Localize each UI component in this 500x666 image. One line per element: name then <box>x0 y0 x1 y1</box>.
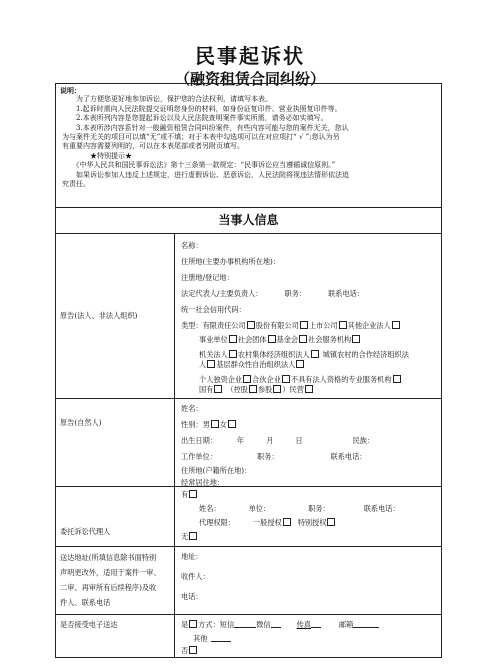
org-name-field[interactable]: 名称： <box>181 241 203 250</box>
type-option: 不具有法人资格的专业服务机构 <box>290 375 392 384</box>
instruction-line: 为了方便您更好地参加诉讼，保护您的合法权利，请填写本表。 <box>62 95 272 104</box>
type-option: 社会服务机构 <box>308 335 352 344</box>
type-option: 城镇农村的合作经济组织法 <box>322 350 409 359</box>
e-service-label-cell <box>56 614 175 657</box>
method-label: 方式： <box>198 620 220 629</box>
authority-label: 代理权限： <box>199 518 235 527</box>
type-option: （控股 <box>226 385 248 394</box>
type-option: 个人独资企业 <box>199 375 243 384</box>
type-option: 事业单位 <box>199 335 228 344</box>
person-residence-field[interactable]: 经常居住地： <box>181 478 225 487</box>
plaintiff-person-row <box>56 398 441 487</box>
special-notice-heading: ★特别提示★ <box>62 151 132 160</box>
page-subtitle: （融资租赁合同纠纷） <box>174 70 325 88</box>
birth-day: 日 <box>295 436 303 445</box>
checkbox[interactable] <box>229 350 237 358</box>
checkbox[interactable] <box>282 375 290 383</box>
e-service-no-line <box>181 646 198 656</box>
service-label-line: 送达地址(所填信息除书面特别 <box>60 553 157 562</box>
agent-no: 无 <box>181 532 189 541</box>
agent-yes-line <box>181 490 198 500</box>
checkbox[interactable] <box>299 335 307 343</box>
checkbox[interactable] <box>311 350 319 358</box>
agent-position-field[interactable]: 职务： <box>308 504 330 513</box>
special-authority: 特别授权 <box>297 518 327 527</box>
checkbox[interactable] <box>393 375 401 383</box>
plaintiff-person-fields <box>175 398 441 486</box>
type-option: 人 <box>199 360 207 369</box>
other-option: 其他 <box>193 634 208 643</box>
service-label-line: 声明更改外，适用于案件一审、 <box>60 568 161 577</box>
instruction-line: 有重要内容需要列明的，可以在本表尾部或者另附页填写。 <box>62 142 244 151</box>
agent-label: 委托诉讼代理人 <box>60 526 111 536</box>
instructions-label: 说明： <box>60 86 81 95</box>
e-service-label: 是否接受电子送达 <box>60 620 118 629</box>
e-service-other-line <box>193 634 231 644</box>
checkbox[interactable] <box>189 532 197 540</box>
plaintiff-org-fields <box>175 233 441 398</box>
general-authority: 一般授权 <box>252 518 282 527</box>
checkbox[interactable] <box>296 360 304 368</box>
agent-phone-field[interactable]: 联系电话： <box>363 504 400 513</box>
checkbox[interactable] <box>211 420 219 428</box>
org-type-line-5 <box>199 385 314 395</box>
agent-yes: 有 <box>181 490 189 499</box>
employer-field[interactable]: 工作单位： <box>181 452 217 461</box>
wechat-option: 微信 <box>256 620 271 629</box>
org-legal-rep-line <box>181 289 364 299</box>
checkbox[interactable] <box>300 321 308 329</box>
checkbox[interactable] <box>189 620 197 628</box>
org-position-field[interactable]: 职务： <box>284 289 307 298</box>
org-address-field[interactable]: 住所地(主要办事机构所在地)： <box>181 257 281 266</box>
org-registered-field[interactable]: 注册地/登记地： <box>181 273 234 282</box>
agent-row <box>56 486 441 547</box>
type-option: 社会团体 <box>237 335 267 344</box>
checkbox[interactable] <box>229 335 237 343</box>
agent-info-line <box>199 504 400 514</box>
plaintiff-org-label: 原告(法人、非法人组织) <box>60 310 138 320</box>
ethnicity-field[interactable]: 民族： <box>352 436 375 445</box>
type-option: 基层群众性自治组织法人 <box>216 360 296 369</box>
service-address-label <box>60 550 161 610</box>
org-credit-code-field[interactable]: 统一社会信用代码： <box>181 305 246 314</box>
org-type-line-1 <box>181 321 401 331</box>
instruction-line: 如果诉讼参加人违反上述规定，进行虚假诉讼、恶意诉讼，人民法院将视违法情形依法追 <box>62 170 349 179</box>
org-type-line-3b <box>199 360 305 370</box>
service-label-line: 二审、再审所有后续程序)及收 <box>60 583 157 592</box>
email-blank[interactable] <box>353 620 379 628</box>
instructions-block <box>56 84 441 208</box>
fax-option: 传真 <box>296 620 311 629</box>
plaintiff-person-label-cell <box>56 398 175 486</box>
checkbox[interactable] <box>305 385 313 393</box>
service-label-line: 件人、联系电话 <box>60 598 111 607</box>
type-option: ）民营 <box>282 385 304 394</box>
type-option: 股份有限公司 <box>255 321 299 330</box>
checkbox[interactable] <box>273 385 281 393</box>
gender-label: 性别： <box>181 420 203 429</box>
gender-male: 男 <box>202 420 210 429</box>
e-service-row <box>56 614 441 657</box>
org-phone-field[interactable]: 联系电话： <box>328 289 365 298</box>
org-type-line-2 <box>199 335 361 345</box>
service-address-label-cell <box>56 546 175 614</box>
e-service-yes: 是 <box>181 620 189 629</box>
gender-female: 女 <box>219 420 227 429</box>
checkbox[interactable] <box>189 646 197 654</box>
birth-year: 年 <box>236 436 245 445</box>
checkbox[interactable] <box>392 321 400 329</box>
person-gender-line <box>181 420 237 430</box>
page-title: 民事起诉状 <box>195 44 305 68</box>
fax-blank[interactable] <box>311 620 321 628</box>
agent-fields <box>175 486 441 546</box>
type-option: 农村集体经济组织法人 <box>237 350 310 359</box>
instruction-line: 3.本表所涉内容系针对一般融资租赁合同纠纷案件，有些内容可能与您的案件无关，您认 <box>62 123 349 132</box>
service-address-fields <box>175 546 441 614</box>
person-birth-line <box>181 436 374 446</box>
service-address-row <box>56 546 441 615</box>
type-option: 参股 <box>257 385 273 394</box>
agent-employer-field[interactable]: 单位： <box>248 504 271 513</box>
checkbox[interactable] <box>249 385 257 393</box>
agent-label-cell <box>56 486 175 546</box>
checkbox[interactable] <box>327 518 335 526</box>
plaintiff-org-row <box>56 233 441 399</box>
phone-field[interactable]: 联系电话： <box>330 452 367 461</box>
type-option: 合伙企业 <box>252 375 281 384</box>
org-type-label: 类型： <box>181 321 203 330</box>
service-address-field[interactable]: 地址： <box>181 552 203 561</box>
sms-blank[interactable] <box>234 620 256 628</box>
person-domicile-field[interactable]: 住所地(户籍所在地)： <box>181 466 252 475</box>
instruction-line: 《中华人民共和国民事诉讼法》第十三条第一款规定：“民事诉讼应当遵循诚信原则。” <box>62 161 336 170</box>
type-option: 上市公司 <box>308 321 338 330</box>
service-recipient-field[interactable]: 收件人： <box>181 572 210 581</box>
instruction-line: 1.起诉时需向人民法院提交证明您身份的材料，如身份证复印件、营业执照复印件等。 <box>62 104 342 113</box>
checkbox[interactable] <box>352 335 360 343</box>
position-field[interactable]: 职务： <box>256 452 279 461</box>
type-option: 机关法人 <box>199 350 228 359</box>
checkbox[interactable] <box>189 490 197 498</box>
checkbox[interactable] <box>247 321 255 329</box>
agent-no-line <box>181 532 198 542</box>
agent-name-field[interactable]: 姓名： <box>199 504 221 513</box>
checkbox[interactable] <box>207 360 215 368</box>
sms-option: 短信 <box>219 620 235 629</box>
org-type-line-3 <box>199 350 409 360</box>
type-option: 国有 <box>199 385 214 394</box>
person-employer-line <box>181 452 366 462</box>
instruction-line: 2.本表所列内容是您提起诉讼以及人民法院查明案件事实所需，请务必如实填写。 <box>62 114 328 123</box>
email-option: 邮箱 <box>338 620 354 629</box>
form-table <box>55 83 442 658</box>
wechat-blank[interactable] <box>271 620 281 628</box>
party-info-heading: 当事人信息 <box>56 207 441 234</box>
service-phone-field[interactable]: 电话： <box>181 592 203 601</box>
checkbox[interactable] <box>228 420 236 428</box>
instruction-line: 为与案件无关的项目可以填“无”或不填；对于本表中勾选项可以在对应项打“ √ ”;您认为另 <box>62 133 340 142</box>
checkbox[interactable] <box>243 375 251 383</box>
birth-month: 月 <box>266 436 274 445</box>
person-name-field[interactable]: 姓名： <box>181 404 203 413</box>
plaintiff-person-label: 原告(自然人) <box>60 417 102 427</box>
other-blank[interactable] <box>211 634 231 642</box>
e-service-methods-line <box>181 620 379 630</box>
e-service-fields <box>175 614 441 657</box>
org-type-line-4 <box>199 375 402 385</box>
type-option: 其他企业法人 <box>347 321 391 330</box>
plaintiff-org-label-cell <box>56 233 175 398</box>
checkbox[interactable] <box>214 385 222 393</box>
birth-label[interactable]: 出生日期： <box>181 436 217 445</box>
type-option: 基金会 <box>276 335 299 344</box>
instruction-line: 究责任。 <box>62 180 90 189</box>
org-legal-rep-field[interactable]: 法定代表人/主要负责人： <box>181 289 263 298</box>
e-service-no: 否 <box>181 646 189 655</box>
checkbox[interactable] <box>268 335 276 343</box>
agent-authority-line <box>199 518 336 528</box>
type-option: 有限责任公司 <box>202 321 246 330</box>
checkbox[interactable] <box>283 518 291 526</box>
checkbox[interactable] <box>339 321 347 329</box>
